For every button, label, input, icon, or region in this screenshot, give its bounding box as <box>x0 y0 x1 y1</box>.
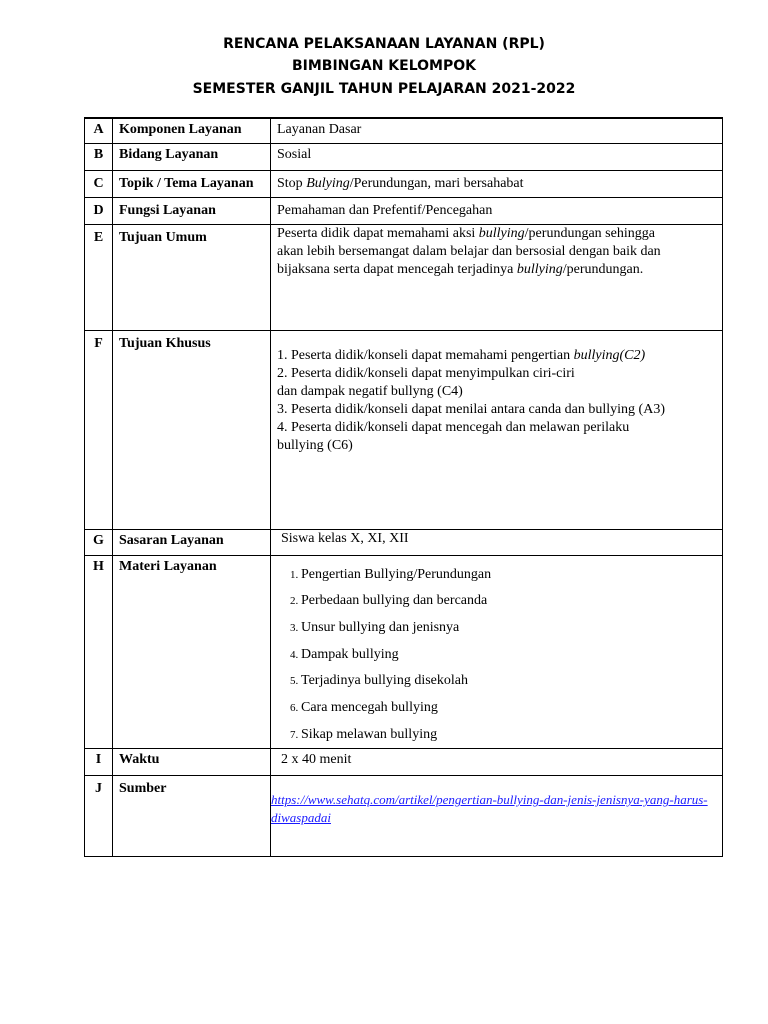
row-label: Bidang Layanan <box>113 143 271 170</box>
row-letter: F <box>85 330 113 529</box>
row-value: 2 x 40 menit <box>271 749 723 776</box>
row-value <box>271 224 723 330</box>
row-label: Fungsi Layanan <box>113 197 271 224</box>
row-fungsi-layanan <box>85 197 723 224</box>
materi-item: 6. Cara mencegah bullying <box>301 695 716 722</box>
materi-item: 2. Perbedaan bullying dan bercanda <box>301 588 716 615</box>
row-value: Sosial <box>271 143 723 170</box>
rpl-table <box>84 117 723 857</box>
row-label: Waktu <box>113 749 271 776</box>
row-letter: A <box>85 118 113 143</box>
row-topik-layanan <box>85 170 723 197</box>
source-link[interactable]: https://www.sehatq.com/artikel/pengertian-bullying-dan-jenis-jenisnya-yang-harus-diwaspadai <box>271 792 708 826</box>
row-label: Sasaran Layanan <box>113 529 271 555</box>
tujuan-umum-line: bijaksana serta dapat mencegah terjadinya bullying/perundungan. <box>277 261 644 277</box>
tujuan-umum-line: akan lebih bersemangat dalam belajar dan bersosial dengan baik dan <box>277 243 661 259</box>
topic-italic: Bulying <box>306 175 350 191</box>
materi-item: 7. Sikap melawan bullying <box>301 722 716 749</box>
row-value <box>271 170 723 197</box>
tujuan-khusus-line: 4. Peserta didik/konseli dapat mencegah dan melawan perilaku <box>277 419 630 435</box>
row-label: Topik / Tema Layanan <box>113 170 271 197</box>
row-letter: I <box>85 749 113 776</box>
row-sumber <box>85 776 723 857</box>
row-label: Tujuan Khusus <box>113 330 271 529</box>
row-value <box>271 330 723 529</box>
tujuan-khusus-line: 1. Peserta didik/konseli dapat memahami pengertian bullying(C2) <box>277 347 646 363</box>
row-label: Komponen Layanan <box>113 118 271 143</box>
row-letter: J <box>85 776 113 857</box>
topic-text-end: /Perundungan, mari bersahabat <box>349 175 524 191</box>
document-semester: SEMESTER GANJIL TAHUN PELAJARAN 2021-2022 <box>192 81 576 97</box>
row-value: Layanan Dasar <box>271 118 723 143</box>
row-letter: H <box>85 555 113 749</box>
materi-item: 5. Terjadinya bullying disekolah <box>301 668 716 695</box>
tujuan-khusus-line: 3. Peserta didik/konseli dapat menilai antara canda dan bullying (A3) <box>277 401 665 417</box>
row-letter: D <box>85 197 113 224</box>
row-letter: B <box>85 143 113 170</box>
row-materi-layanan <box>85 555 723 749</box>
row-label: Sumber <box>113 776 271 857</box>
materi-list <box>277 562 716 749</box>
tujuan-umum-line: Peserta didik dapat memahami aksi bullying/perundungan sehingga <box>277 225 655 241</box>
document-subtitle: BIMBINGAN KELOMPOK <box>291 58 476 74</box>
row-sasaran-layanan <box>85 529 723 555</box>
materi-item: 1. Pengertian Bullying/Perundungan <box>301 562 716 589</box>
row-komponen-layanan <box>85 118 723 143</box>
row-bidang-layanan <box>85 143 723 170</box>
row-letter: C <box>85 170 113 197</box>
row-letter: G <box>85 529 113 555</box>
tujuan-khusus-line: dan dampak negatif bullyng (C4) <box>277 383 463 399</box>
row-value <box>271 555 723 749</box>
document-title: RENCANA PELAKSANAAN LAYANAN (RPL) <box>223 36 545 52</box>
row-label: Materi Layanan <box>113 555 271 749</box>
materi-item: 3. Unsur bullying dan jenisnya <box>301 615 716 642</box>
tujuan-khusus-line: 2. Peserta didik/konseli dapat menyimpulkan ciri-ciri <box>277 365 575 381</box>
row-tujuan-umum <box>85 224 723 330</box>
tujuan-khusus-line: bullying (C6) <box>277 437 353 453</box>
row-label: Tujuan Umum <box>113 224 271 330</box>
row-letter: E <box>85 224 113 330</box>
row-value: Pemahaman dan Prefentif/Pencegahan <box>271 197 723 224</box>
row-tujuan-khusus <box>85 330 723 529</box>
row-waktu <box>85 749 723 776</box>
row-value: Siswa kelas X, XI, XII <box>271 529 723 555</box>
row-value <box>271 776 723 857</box>
topic-text: Stop <box>277 175 307 191</box>
materi-item: 4. Dampak bullying <box>301 642 716 669</box>
